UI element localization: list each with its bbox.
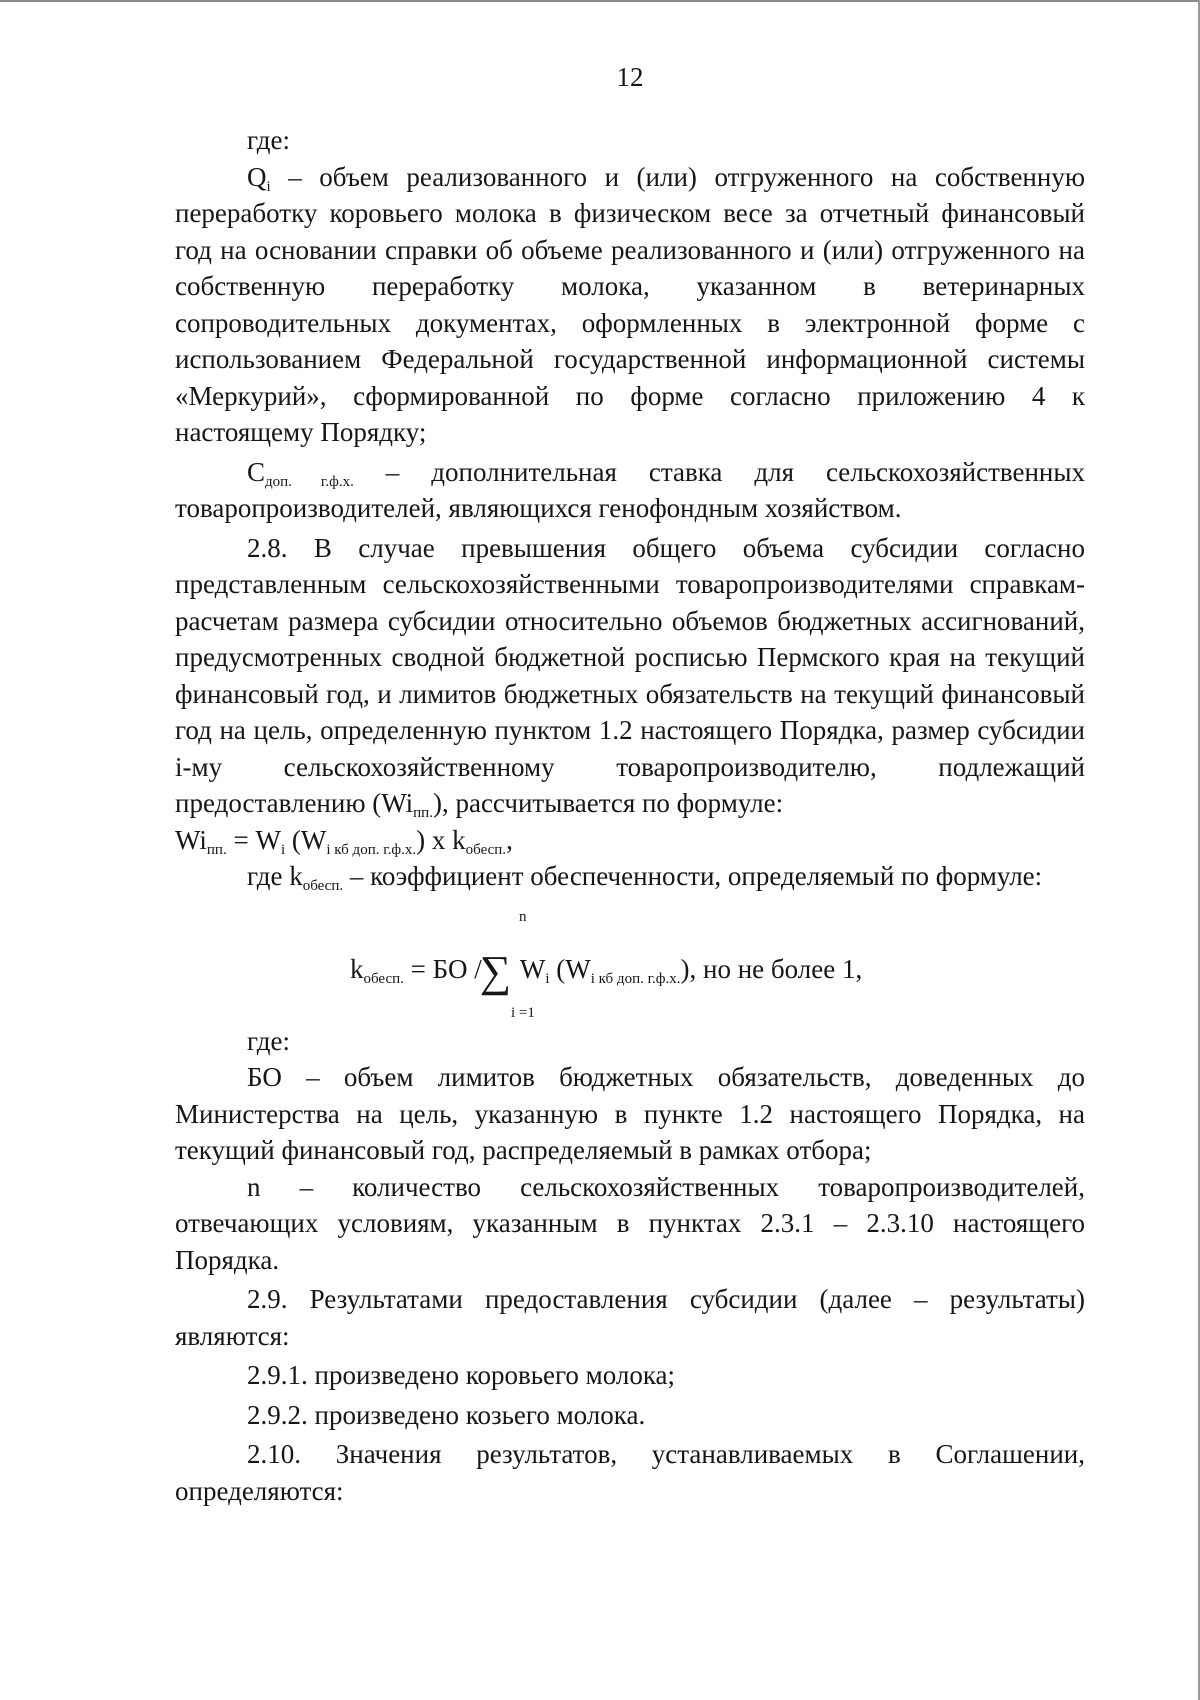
paragraph-2-9-1: 2.9.1. произведено коровьего молока; (247, 1360, 676, 1390)
p2-8-end: ), рассчитывается по формуле: (432, 788, 784, 818)
paragraph-k-definition: где $k_{обесп.}$ – коэффициент обеспеченности, определяемый по формуле: (247, 861, 1043, 894)
paragraph-2-9-2: 2.9.2. произведено козьего молока. (247, 1399, 646, 1430)
p2-8-text: 2.8. В случае превышения общего объема субсидии согласно представленным сельскохозяйственными товаропроизводителями справкам-расчетам размера субсидии относительно объемов бюджетных ассигнований, предусмотренных сводной бюджетной росписью Пермского края на текущий финансовый год, и лимитов бюджетных обязательств на текущий финансовый год на цель, определенную пунктом 1.2 настоящего Порядка, размер субсидии i-му сельскохозяйственному товаропроизводителю, подлежащий предоставлению (Wi (175, 532, 1085, 818)
formula-k-obesp (175, 895, 1085, 1023)
p2-8-subscript: пп. (413, 805, 433, 821)
paragraph-2-10: 2.10. Значения результатов, устанавливаемых в Соглашении, определяются: (175, 1439, 1085, 1506)
paragraph-where-1: где: (247, 125, 290, 155)
document-body (175, 122, 1085, 1509)
qi-text: – объем реализованного и (или) отгруженного на собственную переработку коровьего молока в физическом весе за отчетный финансовый год на основании справки об объеме реализованного и (или) отгруженного на собственную переработку молока, указанном в ветеринарных сопроводительных документах, оформленных в электронной форме с использованием Федеральной государственной информационной системы «Меркурий», сформированной по форме согласно приложению 4 к настоящему Порядку; (175, 161, 1085, 447)
paragraph-2-9: 2.9. Результатами предоставления субсидии (далее – результаты) являются: (175, 1284, 1085, 1351)
qi-subscript: i (266, 178, 271, 195)
sum-lower-limit: i =1 (511, 1004, 535, 1021)
paragraph-where-2: где: (247, 1025, 290, 1056)
paragraph-2-8 (175, 530, 1085, 822)
paragraph-c-definition (175, 454, 1085, 527)
c-symbol: С (247, 456, 266, 487)
scan-edge-top (0, 0, 1200, 2)
formula-wi-pp: $Wi_{пп.} = W_i$ $(W_{i кб доп. г.ф.х.})$ x $k_{обесп.}$, (175, 824, 513, 858)
c-subscript: доп. г.ф.х. (265, 473, 354, 490)
sum-upper-limit: n (519, 908, 527, 925)
c-text: – дополнительная ставка для сельскохозяйственных товаропроизводителей, являющихся генофондным хозяйством. (175, 456, 1085, 523)
paragraph-n-definition: n – количество сельскохозяйственных товаропроизводителей, отвечающих условиям, указанным в пунктах 2.3.1 – 2.3.10 настоящего Порядка. (175, 1171, 1085, 1275)
paragraph-qi-definition (175, 159, 1085, 451)
qi-symbol: Q (247, 161, 267, 192)
paragraph-bo-definition: БО – объем лимитов бюджетных обязательств, доведенных до Министерства на цель, указанную в пункте 1.2 настоящего Порядка, на текущий финансовый год, распределяемый в рамках отбора; (175, 1062, 1085, 1165)
page-number: 12 (616, 62, 644, 92)
formula-k-line: $k_{обесп.}$ = БО /∑ $W_i$ $(W_{i кб доп. г.ф.х.})$, но не более 1, (350, 946, 863, 996)
